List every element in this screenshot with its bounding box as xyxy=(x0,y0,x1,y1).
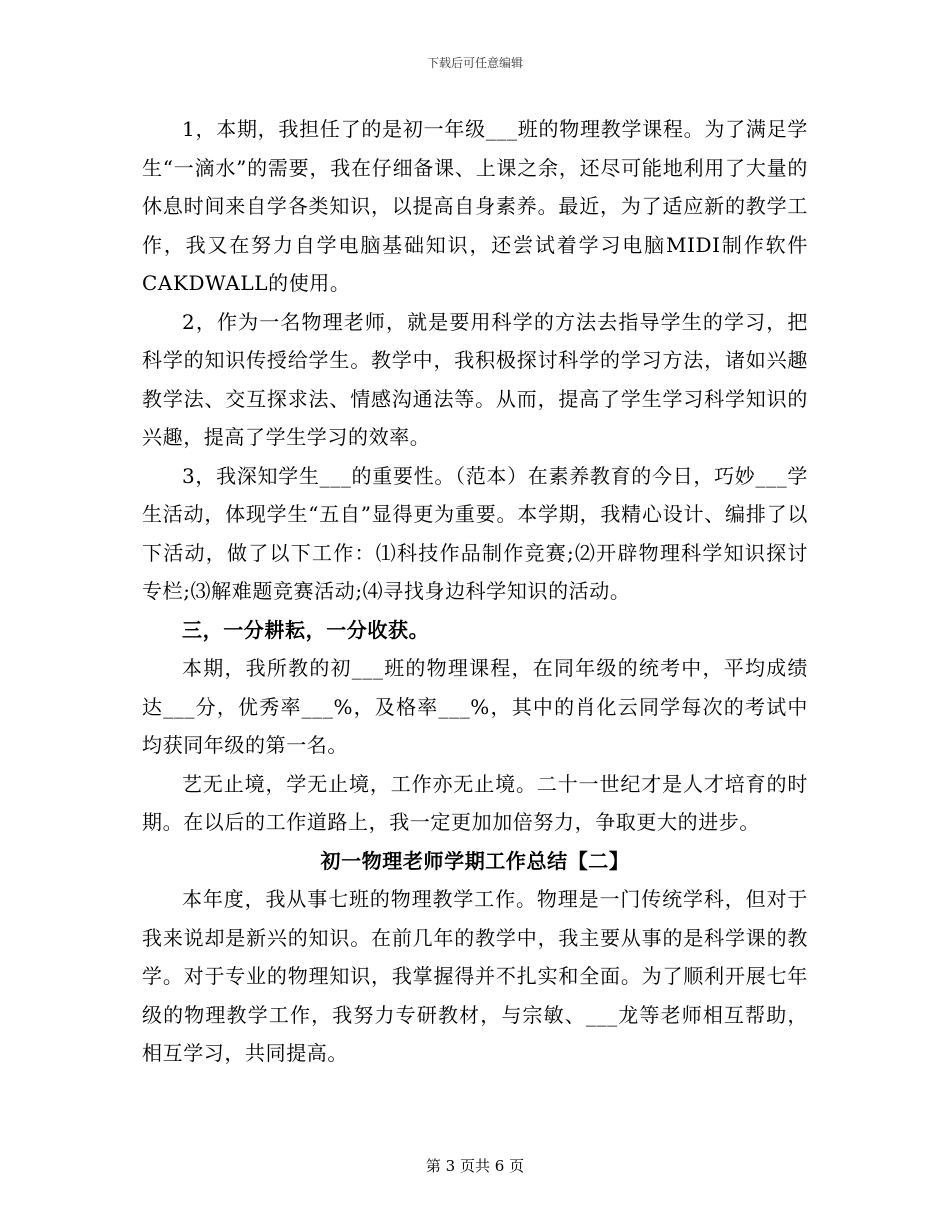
page-header: 下载后可任意编辑 xyxy=(426,56,523,70)
paragraph-item-3: 3，我深知学生___的重要性。（范本）在素养教育的今日，巧妙___学生活动，体现学生“五自”显得更为重要。本学期，我精心设计、编排了以下活动，做了以下工作：⑴科技作品制作竞赛;⑵开辟物理科学知识探讨专栏;⑶解难题竞赛活动;⑷寻找身边科学知识的活动。 xyxy=(142,463,808,603)
section-title-two: 初一物理老师学期工作总结【二】 xyxy=(320,848,630,873)
page-footer: 第 3 页共 6 页 xyxy=(425,1157,525,1175)
paragraph-item-1: 1，本期，我担任了的是初一年级___班的物理教学课程。为了满足学生“一滴水”的需要，我在仔细备课、上课之余，还尽可能地利用了大量的休息时间来自学各类知识，以提高自身素养。最近，为了适应新的教学工作，我又在努力自学电脑基础知识，还尝试着学习电脑MIDI制作软件CAKDWALL的使用。 xyxy=(142,117,808,295)
section-heading-harvest: 三，一分耕耘，一分收获。 xyxy=(182,617,430,642)
paragraph-item-2: 2，作为一名物理老师，就是要用科学的方法去指导学生的学习，把科学的知识传授给学生。教学中，我积极探讨科学的学习方法，诸如兴趣教学法、交互探求法、情感沟通法等。从而，提高了学生学习科学知识的兴趣，提高了学生学习的效率。 xyxy=(142,309,808,449)
document-body xyxy=(142,110,808,1073)
paragraph-results: 本期，我所教的初___班的物理课程，在同年级的统考中，平均成绩达___分，优秀率___%，及格率___%，其中的肖化云同学每次的考试中均获同年级的第一名。 xyxy=(142,656,808,757)
paragraph-conclusion: 艺无止境，学无止境，工作亦无止境。二十一世纪才是人才培育的时期。在以后的工作道路上，我一定更加加倍努力，争取更大的进步。 xyxy=(142,771,808,834)
paragraph-intro-two: 本年度，我从事七班的物理教学工作。物理是一门传统学科，但对于我来说却是新兴的知识。在前几年的教学中，我主要从事的是科学课的教学。对于专业的物理知识，我掌握得并不扎实和全面。为了顺利开展七年级的物理教学工作，我努力专研教材，与宗敏、___龙等老师相互帮助，相互学习，共同提高。 xyxy=(142,887,808,1065)
